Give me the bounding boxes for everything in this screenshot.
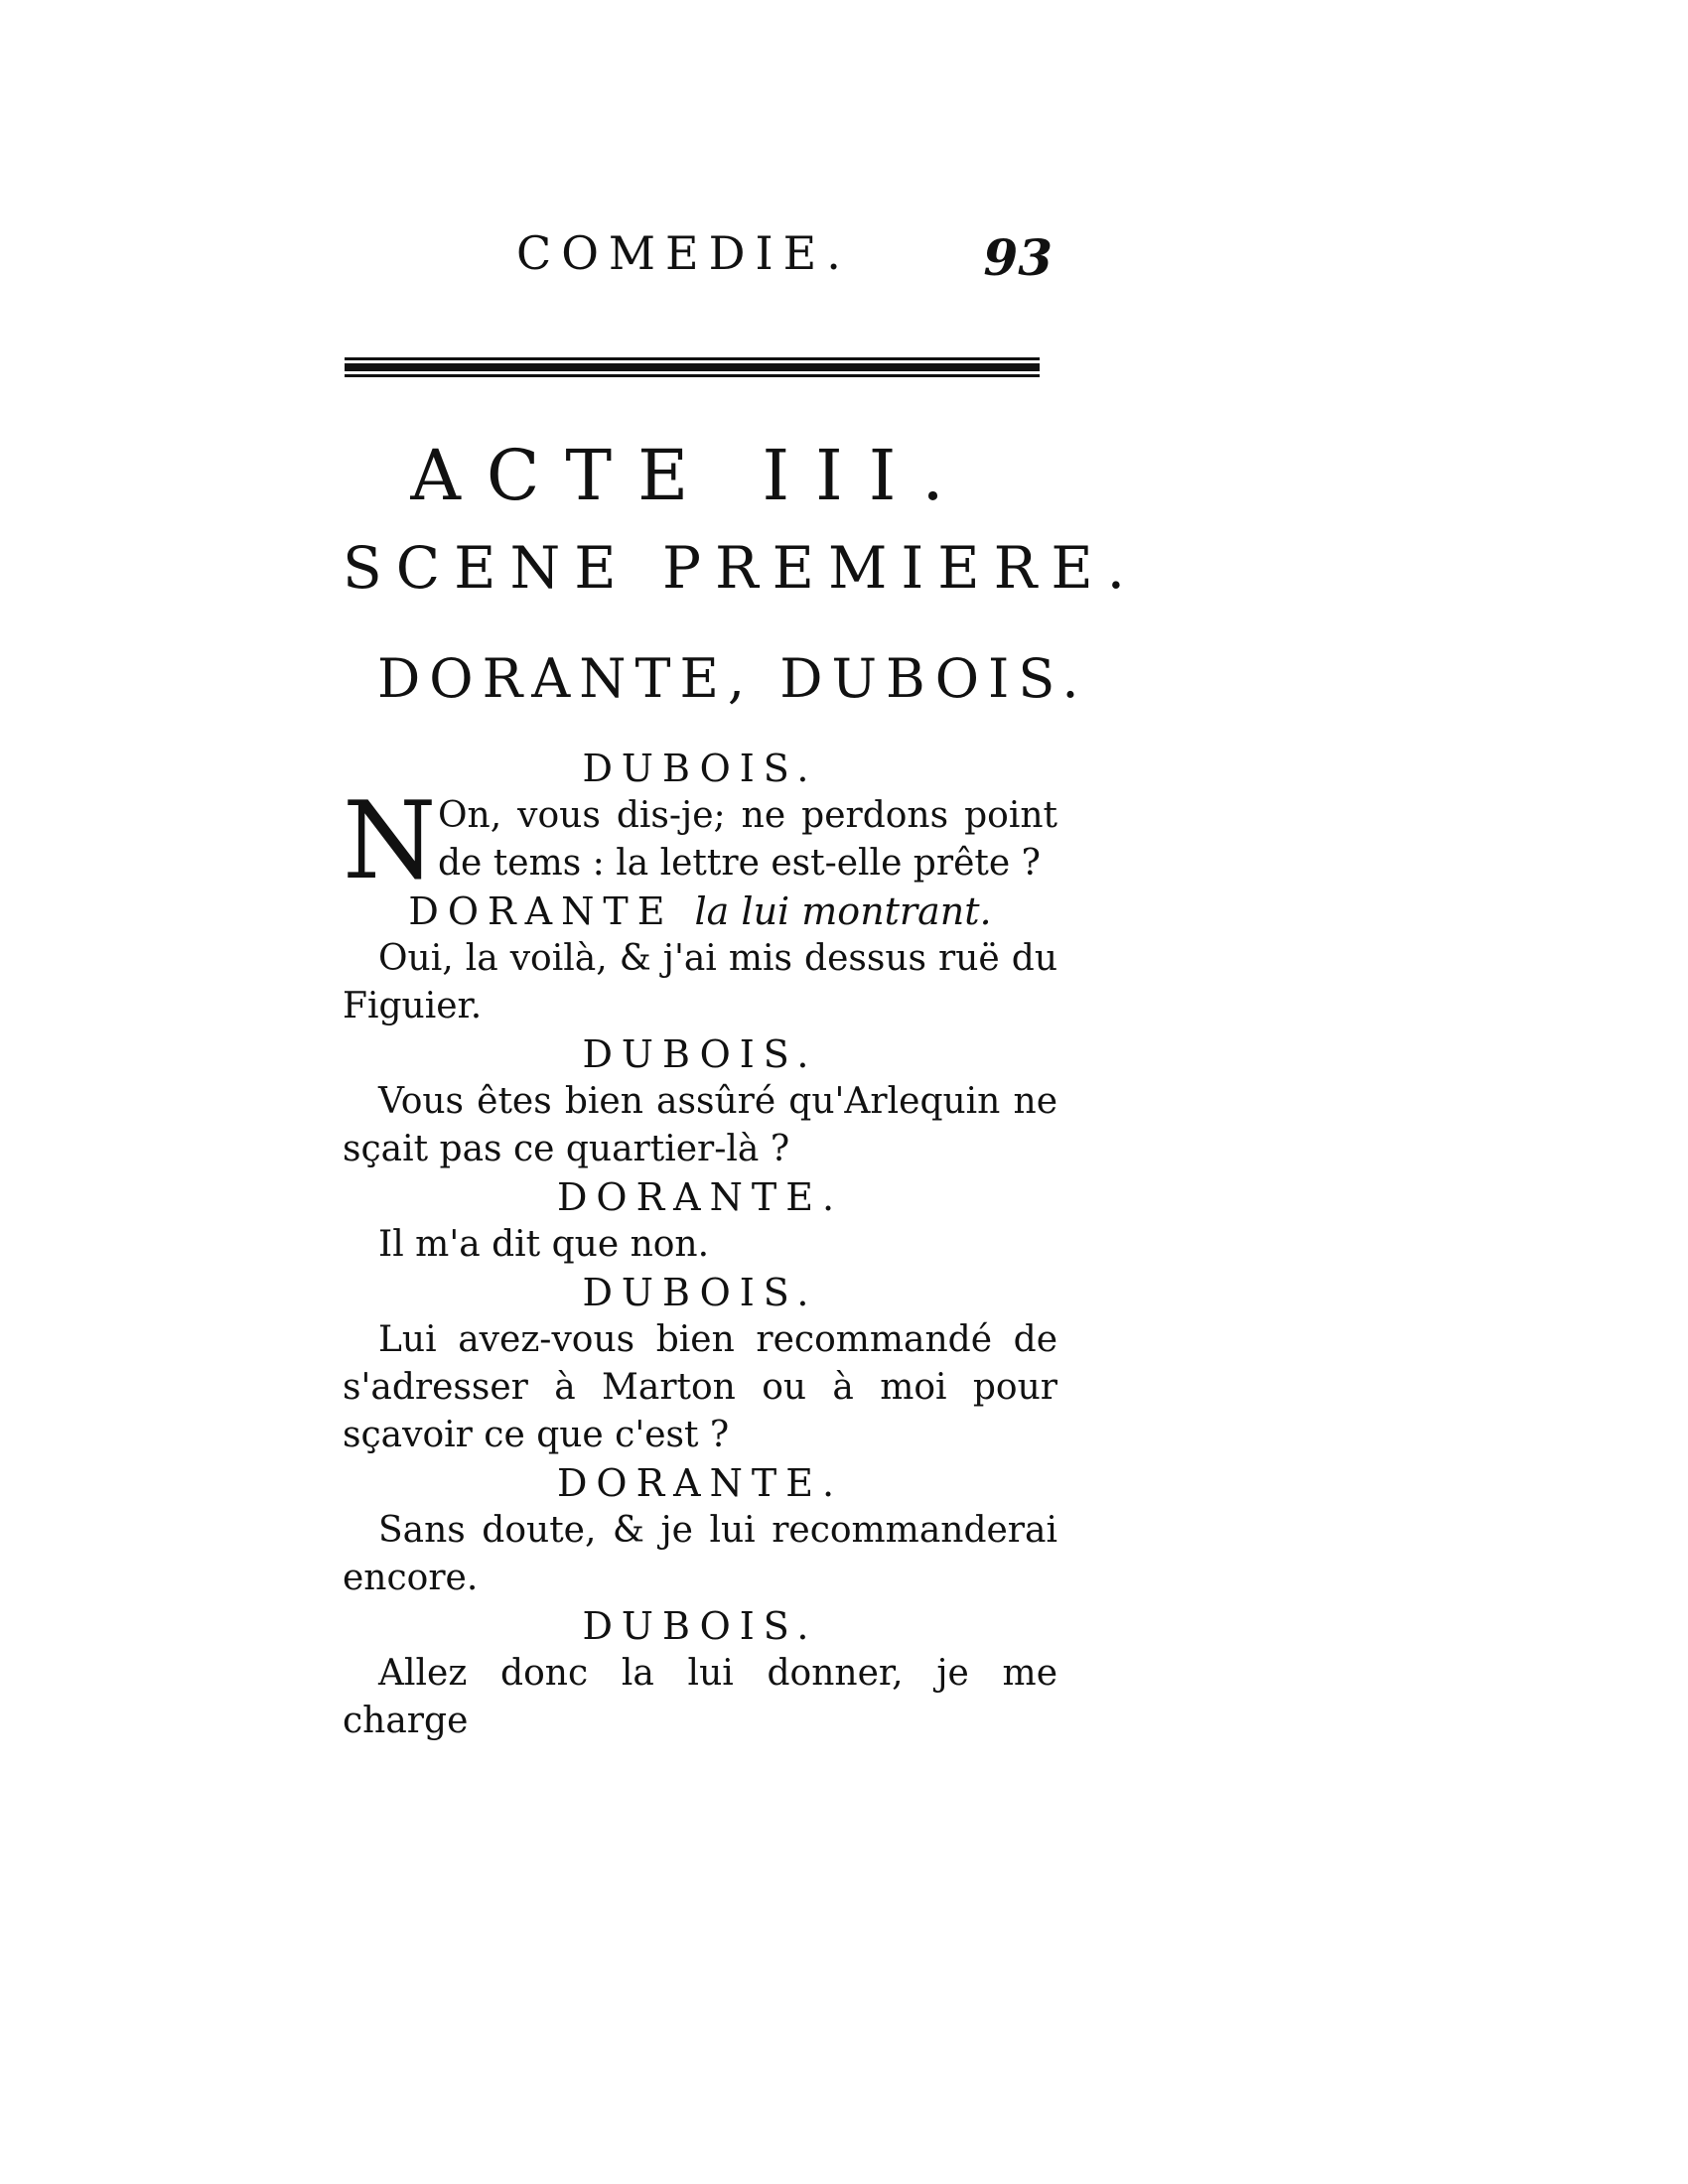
- ornamental-rule: [345, 357, 1040, 377]
- speaker-name: [343, 887, 1057, 935]
- dialogue: [343, 745, 1057, 1745]
- speech: [343, 779, 1057, 903]
- speech: Sans doute, & je lui recommanderai encore.: [343, 1510, 1057, 1598]
- drop-cap: N: [343, 779, 437, 903]
- running-head: [338, 226, 1053, 296]
- scene-characters: DORANTE, DUBOIS.: [377, 647, 1088, 710]
- speaker-name: DORANTE.: [556, 1175, 844, 1219]
- rule-line-middle: [345, 363, 1040, 371]
- speaker-label: DORANTE: [408, 889, 674, 933]
- speaker-name: DUBOIS.: [582, 1604, 818, 1648]
- speech: Allez donc la lui donner, je me charge: [343, 1653, 1057, 1741]
- speaker-name: DORANTE.: [556, 1461, 844, 1505]
- running-title: COMEDIE.: [516, 226, 851, 280]
- rule-line-top: [345, 357, 1040, 360]
- rule-line-bottom: [345, 374, 1040, 377]
- speech: Oui, la voilà, & j'ai mis dessus ruë du Figuier.: [343, 938, 1057, 1026]
- stage-direction: la lui montrant.: [694, 889, 992, 933]
- speech: Il m'a dit que non.: [378, 1224, 710, 1265]
- act-title: ACTE III.: [410, 435, 970, 516]
- page-number: 93: [983, 228, 1053, 287]
- speech-text: On, vous dis-je; ne perdons point de tems : la lettre est-elle prête ?: [438, 795, 1057, 884]
- scene-title: SCENE PREMIERE.: [343, 534, 1140, 602]
- speech: Lui avez-vous bien recommandé de s'adresser à Marton ou à moi pour sçavoir ce que c'est ?: [343, 1319, 1057, 1455]
- speech: Vous êtes bien assûré qu'Arlequin ne sçait pas ce quartier-là ?: [343, 1081, 1057, 1169]
- speaker-name: DUBOIS.: [582, 1271, 818, 1314]
- speaker-name: DUBOIS.: [582, 747, 818, 790]
- speaker-name: DUBOIS.: [582, 1032, 818, 1076]
